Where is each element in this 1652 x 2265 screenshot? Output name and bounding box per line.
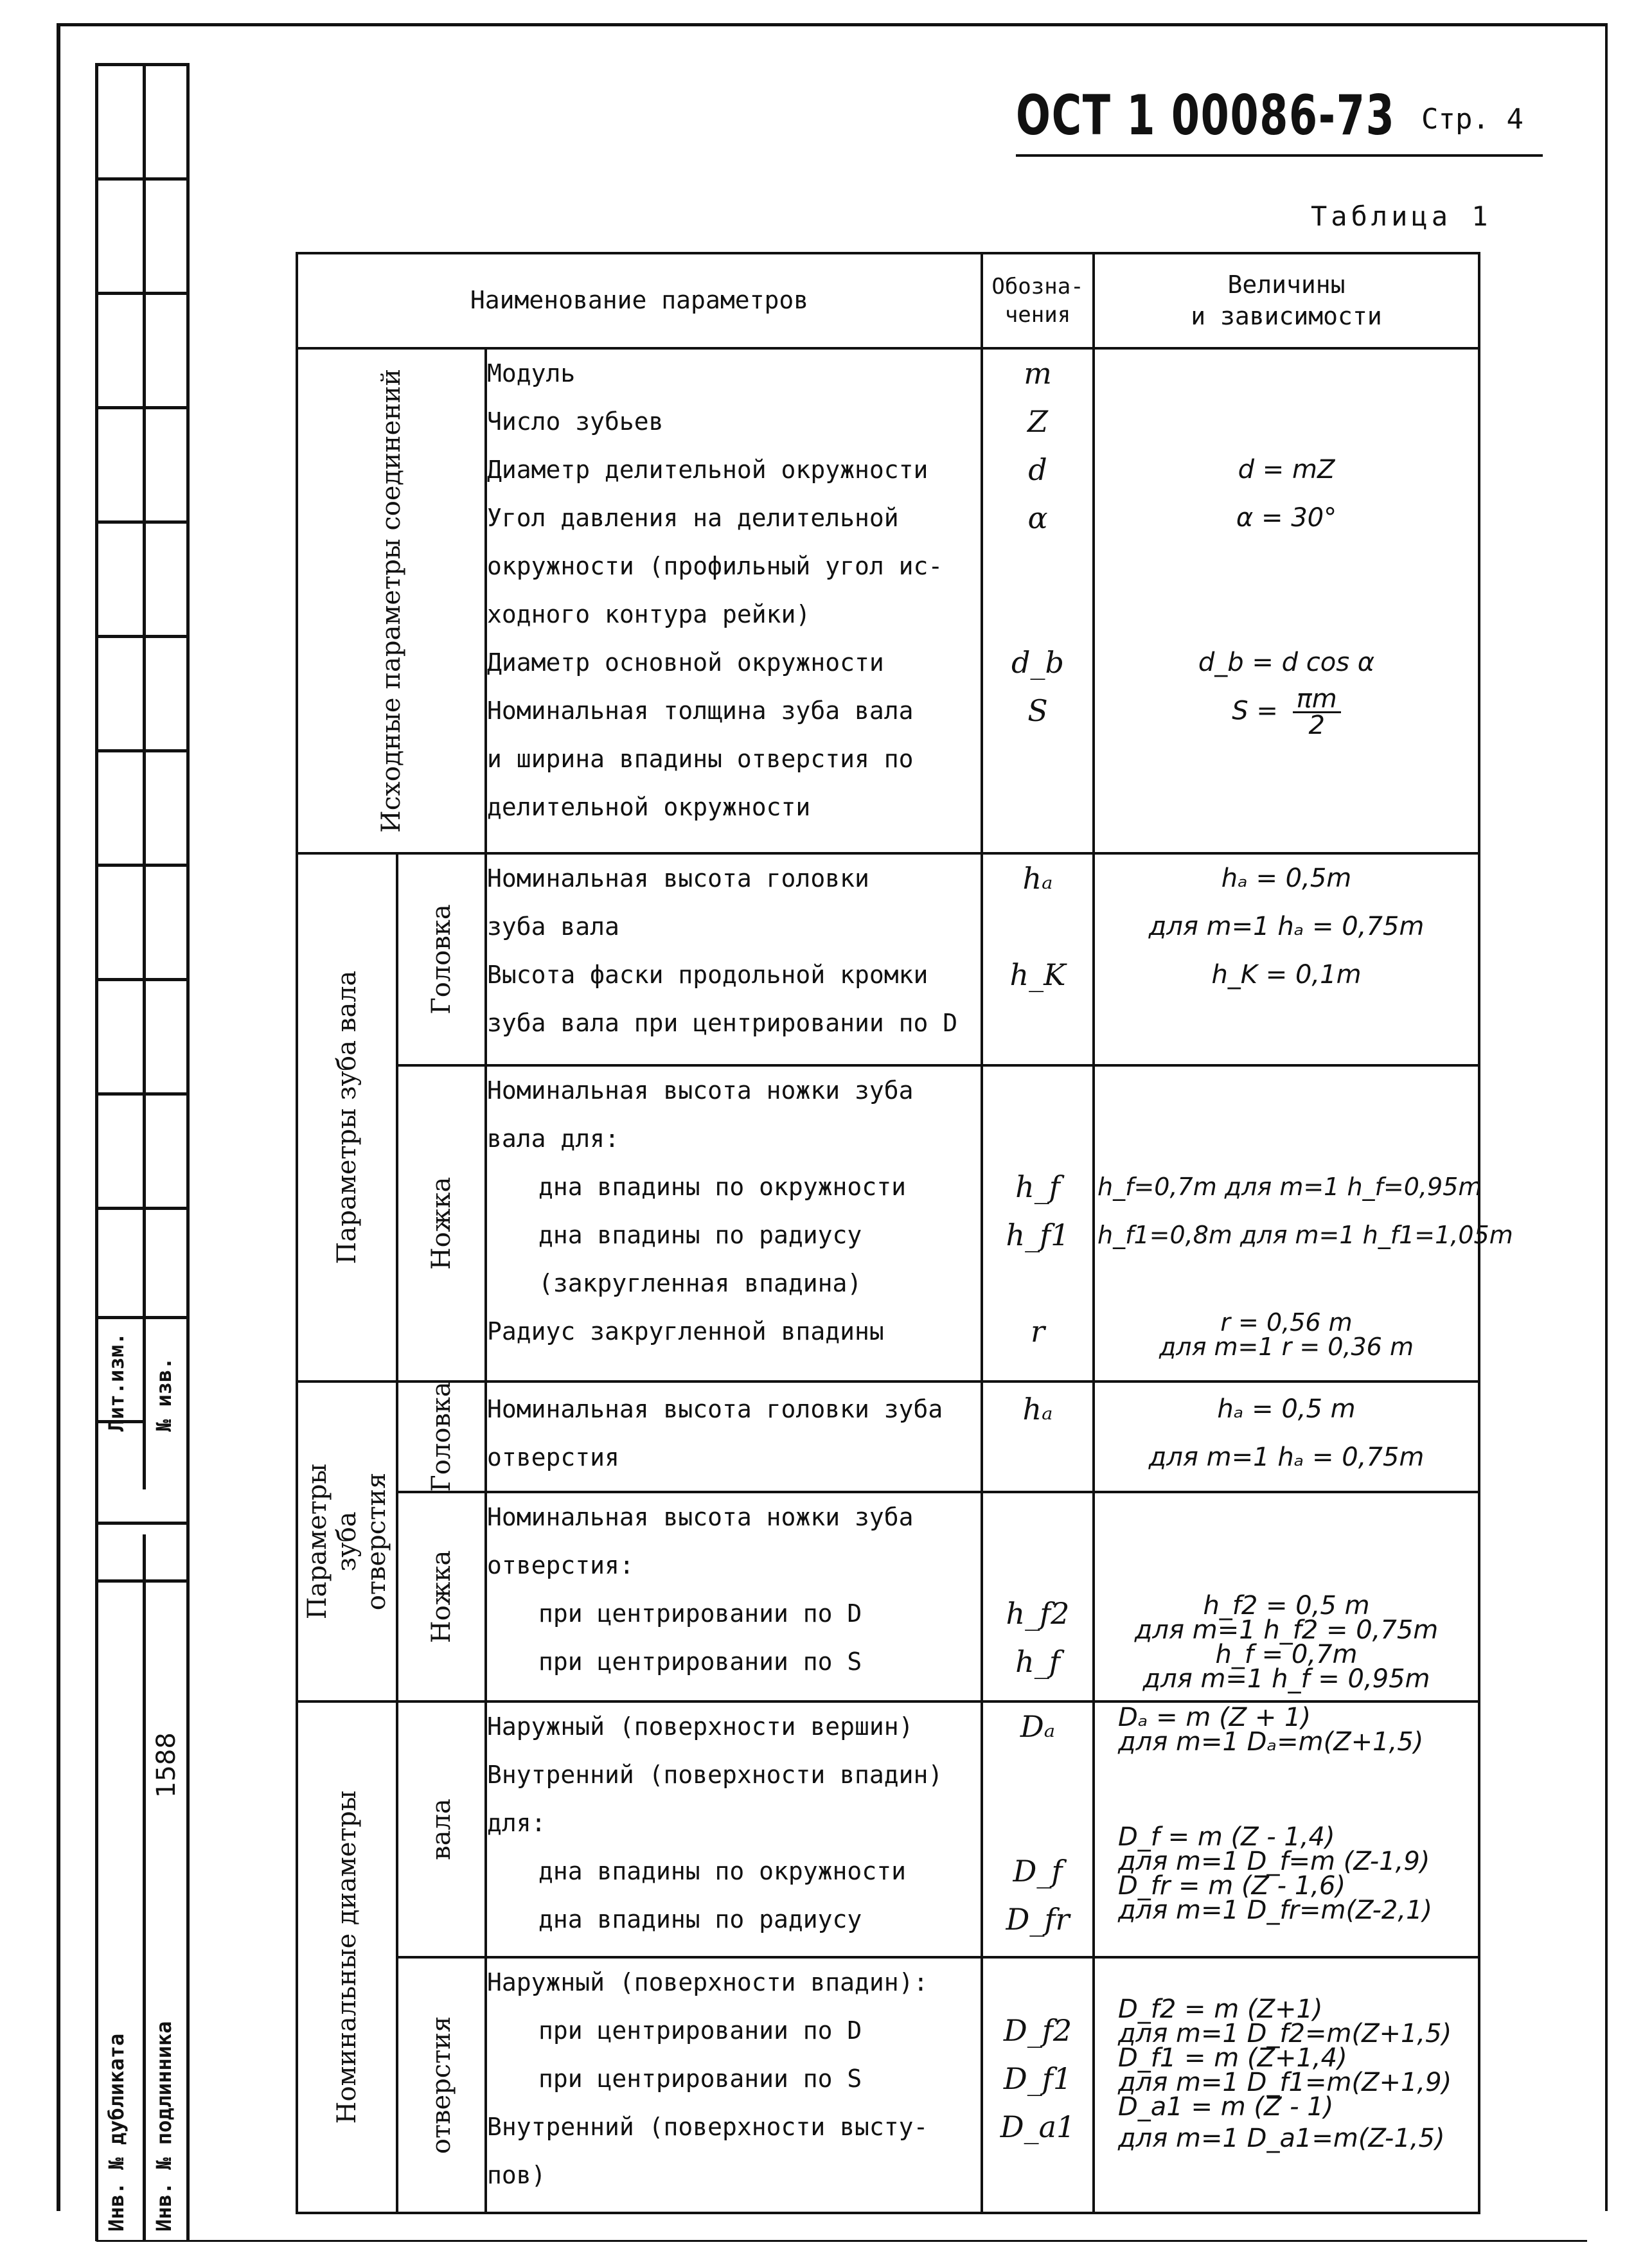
group-hole-tooth: Параметры зуба отверстия (297, 1381, 397, 1701)
group-initial-params: Исходные параметры соединений (297, 348, 486, 853)
col-header-name: Наименование параметров (297, 253, 982, 348)
subgroup-head: Головка (397, 853, 486, 1065)
doc-number: 1588 (152, 1732, 181, 1798)
table-row: Ножка Номинальная высота ножки зуба отверстия: при центрировании по D при центрировании по S h_f2 h_f h_f2 = 0,5 m для m=1 h_f2 = 0,75m h_f = 0,7m для m=1 h_f = 0,95m (297, 1492, 1479, 1701)
inv-podl-label: Инв. № подлинника (152, 2021, 176, 2232)
parameters-table (296, 252, 1513, 2214)
standard-code: ОСТ 1 00086-73 (1016, 84, 1396, 148)
group-nominal-diameters: Номинальные диаметры (297, 1701, 397, 2213)
symbols-initial: m Z d α d_b S (982, 348, 1094, 853)
bottom-rule (96, 2240, 1587, 2242)
table-row: Ножка Номинальная высота ножки зуба вала для: дна впадины по окружности дна впадины по радиусу (закругленная впадина) Радиус закругленной впадины h_f h_f1 r h_f=0,7m для m=1 h_f=0,95m h_f1=0,8m для m=1 h_f1=1,05m r = 0,56 m для m=1 r = 0,36 m (297, 1065, 1479, 1381)
side-strip (95, 63, 189, 2241)
table-row: Номинальные диаметры вала Наружный (поверхности вершин) Внутренний (поверхности впадин) для: дна впадины по окружности дна впадины по радиусу Dₐ D_f D_fr Dₐ = m (Z + 1) для m=1 Dₐ=m(Z+1,5) D_f = m (Z - 1,4) для m=1 D_f=m (Z-1,9) D_fr = m (Z - 1,6) для m=1 D_fr=m(Z-2,1) (297, 1701, 1479, 1957)
subgroup-foot-hole: Ножка (397, 1492, 486, 1701)
table-caption: Таблица 1 (1311, 200, 1492, 232)
subgroup-head-hole: Головка (397, 1381, 486, 1492)
subgroup-shaft: вала (397, 1701, 486, 1957)
subgroup-hole: отверстия (397, 1957, 486, 2213)
page-number: Стр. 4 (1421, 103, 1523, 136)
col-header-value: Величины и зависимости (1094, 253, 1479, 348)
subgroup-foot: Ножка (397, 1065, 486, 1381)
lit-izm-label: Лит.изм. (104, 1332, 129, 1432)
thickness-formula: S = $\frac{\pi m}{2}$ (1095, 687, 1478, 735)
values-initial: d = mZ α = 30° d_b = d cos α S = $\frac{\pi m}{2}$ (1094, 348, 1479, 853)
col-header-symbol: Обозна- чения (982, 253, 1094, 348)
inv-dubl-label: Инв. № дубликата (104, 2033, 129, 2232)
names-initial: Модуль Число зубьев Диаметр делительной окружности Угол давления на делительной окружности (профильный угол ис- ходного контура рейки) Диаметр основной окружности Номинальная толщина зуба вала и ширина впадины отверстия по делительной окружности (486, 348, 982, 853)
no-izv-label: № изв. (152, 1357, 176, 1432)
page-header (1016, 78, 1543, 157)
table-row: Параметры зуба отверстия Головка Номинальная высота головки зуба отверстия hₐ hₐ = 0,5 m для m=1 hₐ = 0,75m (297, 1381, 1479, 1492)
table-row: Параметры зуба вала Головка Номинальная высота головки зуба вала Высота фаски продольной кромки зуба вала при центрировании по D hₐ h_K hₐ = 0,5m для m=1 hₐ = 0,75m h_K = 0,1m (297, 853, 1479, 1065)
table-header-row (297, 253, 1479, 348)
group-shaft-tooth: Параметры зуба вала (297, 853, 397, 1381)
table-row (297, 348, 1479, 853)
table-row: отверстия Наружный (поверхности впадин): при центрировании по D при центрировании по S Внутренний (поверхности высту- пов) D_f2 D_f1 D_a1 D_f2 = m (Z+1) для m=1 D_f2=m(Z+1,5) D_f1 = m (Z+1,4) для m=1 D_f1=m(Z+1,9) D_a1 = m (Z - 1) для m=1 D_a1=m(Z-1,5) (297, 1957, 1479, 2213)
